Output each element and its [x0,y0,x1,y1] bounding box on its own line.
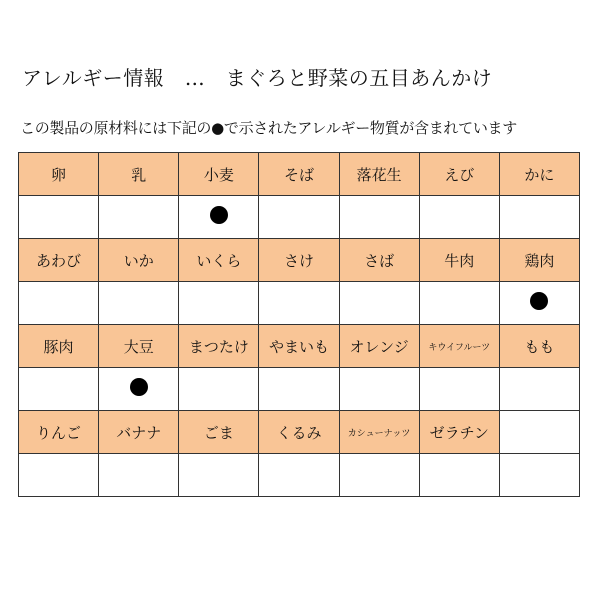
allergen-name-cell: そば [259,153,339,196]
allergen-name-row [19,239,580,282]
allergen-marker-cell [499,196,579,239]
allergen-name-cell: さば [339,239,419,282]
allergen-name-cell: まつたけ [179,325,259,368]
allergen-name-cell: かに [499,153,579,196]
allergen-marker-cell [339,196,419,239]
allergen-name-cell: 卵 [19,153,99,196]
allergen-name-cell: ごま [179,411,259,454]
allergen-marker-cell [179,368,259,411]
allergen-marker-cell [259,368,339,411]
allergen-marker-row [19,368,580,411]
allergen-marker-row [19,282,580,325]
allergen-marker-cell [339,282,419,325]
allergen-marker-cell [499,368,579,411]
allergen-name-cell [499,411,579,454]
allergen-name-cell: 乳 [99,153,179,196]
allergen-marker-cell [499,454,579,497]
allergen-name-cell: あわび [19,239,99,282]
allergen-name-cell: 小麦 [179,153,259,196]
allergen-marker-cell [19,368,99,411]
allergen-name-row [19,411,580,454]
allergen-name-row [19,325,580,368]
allergen-name-cell: いか [99,239,179,282]
allergen-marker-cell [179,196,259,239]
allergen-name-cell: カシューナッツ [339,411,419,454]
allergen-marker-cell [259,282,339,325]
allergen-name-cell: もも [499,325,579,368]
allergen-marker-cell [339,368,419,411]
page-title: アレルギー情報 … まぐろと野菜の五目あんかけ [22,66,493,90]
allergen-table [18,152,580,497]
allergen-marker-cell [419,196,499,239]
allergen-name-cell: 豚肉 [19,325,99,368]
allergen-marker-row [19,454,580,497]
allergen-name-cell: 落花生 [339,153,419,196]
allergen-name-cell: くるみ [259,411,339,454]
allergen-marker-cell [179,454,259,497]
allergen-marker-cell [19,454,99,497]
allergen-name-row [19,153,580,196]
allergen-marker-cell [499,282,579,325]
allergen-marker-cell [99,454,179,497]
allergen-notice: この製品の原材料には下記の●で示されたアレルギー物質が含まれています [20,119,517,137]
allergen-name-cell: ゼラチン [419,411,499,454]
allergen-marker-cell [259,454,339,497]
allergen-marker-cell [419,454,499,497]
allergen-name-cell: やまいも [259,325,339,368]
allergen-name-cell: 牛肉 [419,239,499,282]
allergen-marker-row [19,196,580,239]
allergen-marker-cell [339,454,419,497]
allergen-marker-cell [19,282,99,325]
allergen-marker-cell [99,368,179,411]
allergen-name-cell: 鶏肉 [499,239,579,282]
contained-marker-icon [210,206,228,224]
allergen-marker-cell [259,196,339,239]
allergen-name-cell: キウイフルーツ [419,325,499,368]
allergen-name-cell: りんご [19,411,99,454]
contained-marker-icon [130,378,148,396]
allergen-marker-cell [179,282,259,325]
contained-marker-icon [530,292,548,310]
allergen-marker-cell [419,282,499,325]
allergen-marker-cell [99,282,179,325]
allergen-name-cell: バナナ [99,411,179,454]
allergen-name-cell: さけ [259,239,339,282]
allergen-name-cell: 大豆 [99,325,179,368]
allergen-marker-cell [419,368,499,411]
allergen-marker-cell [19,196,99,239]
allergen-name-cell: いくら [179,239,259,282]
allergen-name-cell: えび [419,153,499,196]
allergen-name-cell: オレンジ [339,325,419,368]
allergen-marker-cell [99,196,179,239]
